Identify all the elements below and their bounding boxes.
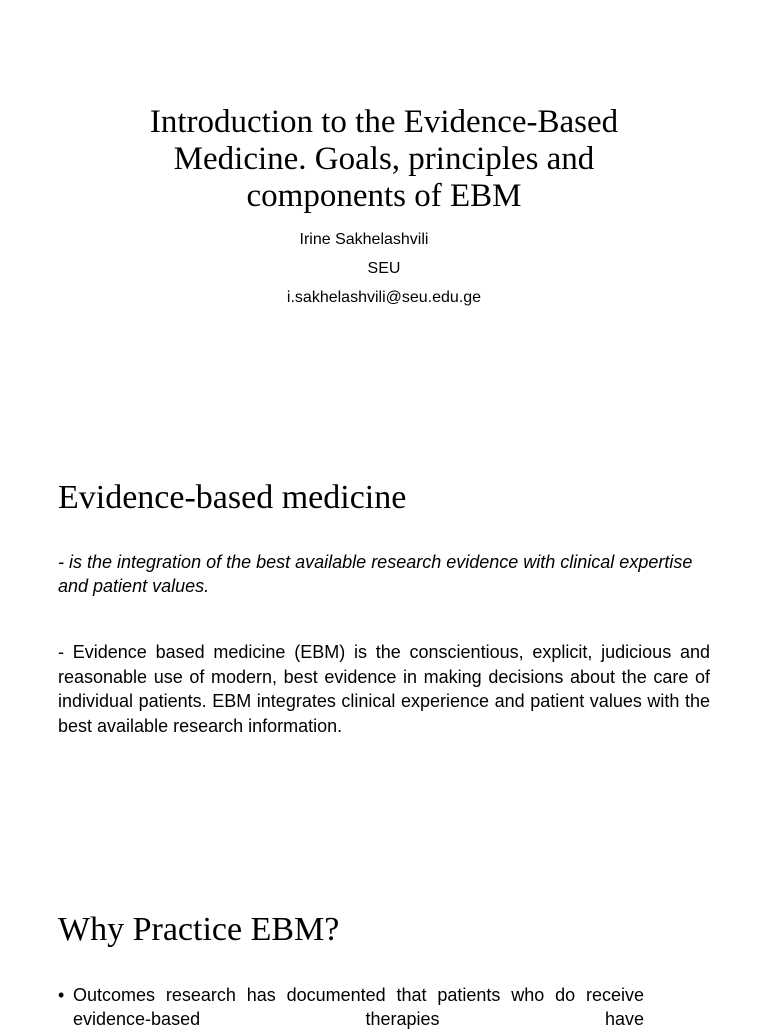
body-paragraph: - Evidence based medicine (EBM) is the conscientious, explicit, judicious and reasonable use of modern, best evidence in making decisions about the care of individual patients. EBM integrates clinical experience and patient values with the best available research information. [58, 642, 710, 736]
bullet-text: Outcomes research has documented that patients who do receive evidence-based therapies have [73, 985, 644, 1029]
ebm-definition-slide [0, 420, 768, 880]
author-email: i.sakhelashvili@seu.edu.ge [286, 289, 482, 306]
slide-heading: Evidence-based medicine [58, 479, 407, 516]
bullet-icon: • [58, 985, 65, 1005]
deck-title: Introduction to the Evidence-Based Medicine. Goals, principles and components of EBM [149, 104, 619, 214]
slide-heading: Why Practice EBM? [58, 911, 340, 948]
author-name: Irine Sakhelashvili [299, 231, 429, 248]
title-slide [0, 0, 768, 420]
definition-text: - is the integration of the best available research evidence with clinical expertise and patient values. [58, 552, 693, 596]
author-organization: SEU [367, 260, 401, 277]
why-practice-slide [0, 880, 768, 1029]
